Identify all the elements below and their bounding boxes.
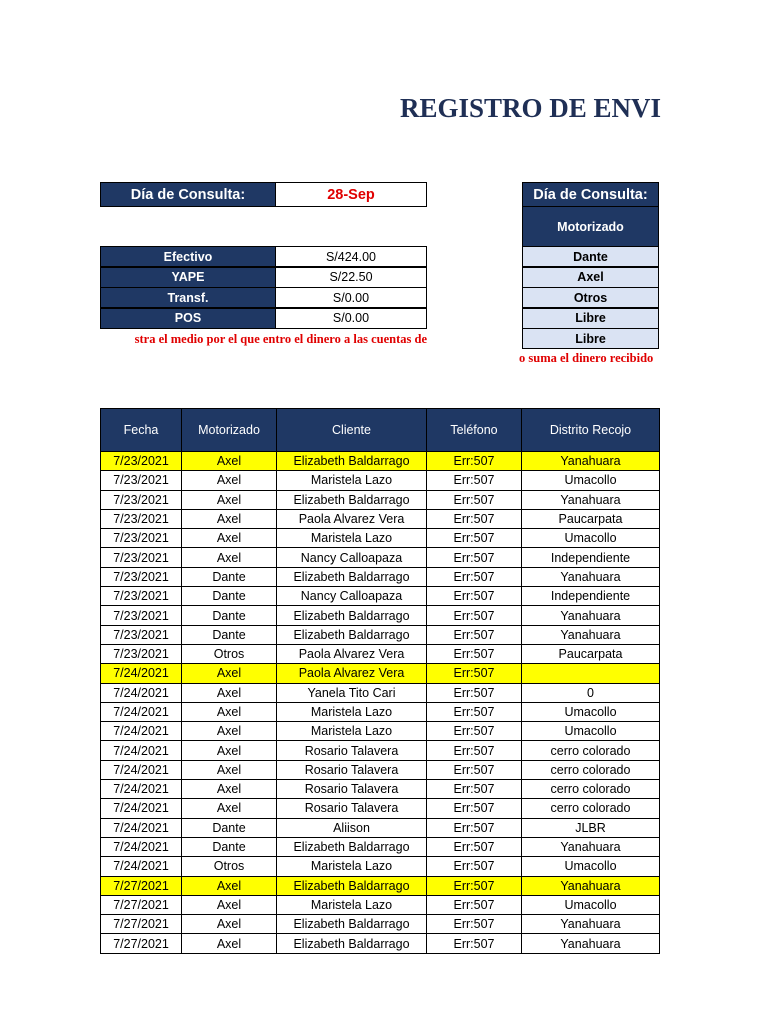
table-row[interactable] <box>101 837 660 856</box>
motorizado-item: Libre <box>522 328 659 349</box>
table-cell[interactable]: Dante <box>182 606 277 625</box>
payment-label: Transf. <box>100 287 276 308</box>
table-cell[interactable]: Err:507 <box>427 509 522 528</box>
table-row[interactable] <box>101 567 660 586</box>
table-cell[interactable]: Axel <box>182 702 277 721</box>
table-cell[interactable]: Elizabeth Baldarrago <box>277 606 427 625</box>
table-cell[interactable]: Err:507 <box>427 799 522 818</box>
table-cell[interactable]: 7/24/2021 <box>101 760 182 779</box>
table-cell[interactable]: Err:507 <box>427 664 522 683</box>
table-row[interactable] <box>101 818 660 837</box>
table-cell[interactable]: Otros <box>182 857 277 876</box>
table-cell[interactable]: Maristela Lazo <box>277 529 427 548</box>
table-cell[interactable]: 7/24/2021 <box>101 780 182 799</box>
consulta-value-left[interactable]: 28-Sep <box>275 182 427 207</box>
table-cell[interactable]: Umacollo <box>522 722 660 741</box>
table-row[interactable] <box>101 625 660 644</box>
table-cell[interactable]: cerro colorado <box>522 741 660 760</box>
payment-value[interactable]: S/22.50 <box>275 267 427 288</box>
table-row[interactable] <box>101 664 660 683</box>
table-cell[interactable]: Elizabeth Baldarrago <box>277 837 427 856</box>
table-cell[interactable]: Paucarpata <box>522 644 660 663</box>
table-cell[interactable]: Err:507 <box>427 471 522 490</box>
table-cell[interactable]: Elizabeth Baldarrago <box>277 915 427 934</box>
table-cell[interactable]: Umacollo <box>522 702 660 721</box>
table-row[interactable] <box>101 490 660 509</box>
table-cell[interactable]: Elizabeth Baldarrago <box>277 490 427 509</box>
table-cell[interactable]: cerro colorado <box>522 780 660 799</box>
table-cell[interactable]: Elizabeth Baldarrago <box>277 876 427 895</box>
table-row[interactable] <box>101 857 660 876</box>
note-right: o suma el dinero recibido <box>519 351 654 365</box>
table-cell[interactable]: Paola Alvarez Vera <box>277 509 427 528</box>
column-header[interactable]: Motorizado <box>182 409 277 452</box>
table-cell[interactable]: Axel <box>182 895 277 914</box>
table-row[interactable] <box>101 529 660 548</box>
table-cell[interactable]: 7/23/2021 <box>101 567 182 586</box>
table-cell[interactable]: Err:507 <box>427 876 522 895</box>
table-cell[interactable]: Axel <box>182 683 277 702</box>
table-cell[interactable]: 7/23/2021 <box>101 548 182 567</box>
table-cell[interactable]: Axel <box>182 934 277 953</box>
table-cell[interactable]: Err:507 <box>427 606 522 625</box>
table-cell[interactable]: Axel <box>182 509 277 528</box>
table-row[interactable] <box>101 702 660 721</box>
column-header[interactable]: Teléfono <box>427 409 522 452</box>
table-cell[interactable]: Yanahuara <box>522 606 660 625</box>
table-row[interactable] <box>101 683 660 702</box>
table-cell[interactable]: Elizabeth Baldarrago <box>277 567 427 586</box>
table-cell[interactable]: Umacollo <box>522 895 660 914</box>
table-cell[interactable]: Aliison <box>277 818 427 837</box>
table-cell[interactable]: Err:507 <box>427 895 522 914</box>
table-cell[interactable]: Axel <box>182 876 277 895</box>
table-cell[interactable]: 7/23/2021 <box>101 490 182 509</box>
payment-label: Efectivo <box>100 246 276 267</box>
table-cell[interactable]: Dante <box>182 567 277 586</box>
table-cell[interactable]: Err:507 <box>427 722 522 741</box>
table-row[interactable] <box>101 606 660 625</box>
table-cell[interactable]: Elizabeth Baldarrago <box>277 452 427 471</box>
table-cell[interactable]: 7/23/2021 <box>101 625 182 644</box>
table-cell[interactable]: Err:507 <box>427 683 522 702</box>
table-row[interactable] <box>101 780 660 799</box>
table-row[interactable] <box>101 799 660 818</box>
table-cell[interactable]: Yanahuara <box>522 876 660 895</box>
table-cell[interactable]: Axel <box>182 722 277 741</box>
table-row[interactable] <box>101 587 660 606</box>
table-cell[interactable]: Maristela Lazo <box>277 895 427 914</box>
table-cell[interactable]: Err:507 <box>427 529 522 548</box>
table-cell[interactable]: Independiente <box>522 587 660 606</box>
table-row[interactable] <box>101 509 660 528</box>
table-cell[interactable]: Axel <box>182 664 277 683</box>
table-cell[interactable]: Maristela Lazo <box>277 722 427 741</box>
table-cell[interactable]: Maristela Lazo <box>277 857 427 876</box>
table-cell[interactable]: Yanahuara <box>522 625 660 644</box>
payment-value[interactable]: S/424.00 <box>275 246 427 267</box>
table-cell[interactable]: Axel <box>182 915 277 934</box>
consulta-label-left: Día de Consulta: <box>100 182 276 207</box>
table-cell[interactable]: Umacollo <box>522 529 660 548</box>
payment-label: POS <box>100 308 276 329</box>
table-cell[interactable]: Err:507 <box>427 837 522 856</box>
payment-value[interactable]: S/0.00 <box>275 308 427 329</box>
table-cell[interactable]: Dante <box>182 625 277 644</box>
table-row[interactable] <box>101 741 660 760</box>
table-cell[interactable]: Yanahuara <box>522 837 660 856</box>
table-cell[interactable]: 7/24/2021 <box>101 741 182 760</box>
table-cell[interactable]: 7/23/2021 <box>101 471 182 490</box>
table-cell[interactable]: Err:507 <box>427 741 522 760</box>
table-row[interactable] <box>101 760 660 779</box>
table-cell[interactable]: Independiente <box>522 548 660 567</box>
column-header[interactable]: Fecha <box>101 409 182 452</box>
table-cell[interactable]: Elizabeth Baldarrago <box>277 934 427 953</box>
motorizado-header: Motorizado <box>522 206 659 247</box>
table-cell[interactable]: Axel <box>182 471 277 490</box>
table-cell[interactable]: Dante <box>182 587 277 606</box>
payment-value[interactable]: S/0.00 <box>275 287 427 308</box>
table-cell[interactable]: Err:507 <box>427 548 522 567</box>
table-cell[interactable]: Err:507 <box>427 587 522 606</box>
note-left: stra el medio por el que entro el dinero a las cuentas de <box>134 332 427 346</box>
table-cell[interactable]: 0 <box>522 683 660 702</box>
table-cell[interactable]: cerro colorado <box>522 799 660 818</box>
table-cell[interactable]: Paucarpata <box>522 509 660 528</box>
table-cell[interactable]: Rosario Talavera <box>277 760 427 779</box>
table-row[interactable] <box>101 915 660 934</box>
table-cell[interactable]: 7/24/2021 <box>101 702 182 721</box>
table-cell[interactable]: Axel <box>182 780 277 799</box>
table-cell[interactable]: Rosario Talavera <box>277 799 427 818</box>
table-cell[interactable]: Axel <box>182 529 277 548</box>
table-cell[interactable]: 7/24/2021 <box>101 683 182 702</box>
table-cell[interactable]: Err:507 <box>427 625 522 644</box>
table-cell[interactable]: Nancy Calloapaza <box>277 548 427 567</box>
table-cell[interactable]: Yanahuara <box>522 490 660 509</box>
table-cell[interactable]: Axel <box>182 799 277 818</box>
table-cell[interactable]: 7/27/2021 <box>101 915 182 934</box>
table-cell[interactable]: Yanahuara <box>522 567 660 586</box>
table-cell[interactable]: 7/27/2021 <box>101 876 182 895</box>
table-cell[interactable]: 7/24/2021 <box>101 857 182 876</box>
table-row[interactable] <box>101 471 660 490</box>
page-title: REGISTRO DE ENVI <box>400 93 662 123</box>
table-cell[interactable]: 7/24/2021 <box>101 837 182 856</box>
table-cell[interactable]: Axel <box>182 760 277 779</box>
motorizado-item: Dante <box>522 246 659 267</box>
table-cell[interactable]: Err:507 <box>427 702 522 721</box>
table-cell[interactable]: Umacollo <box>522 857 660 876</box>
table-cell[interactable]: Err:507 <box>427 818 522 837</box>
table-row[interactable] <box>101 934 660 953</box>
table-cell[interactable]: Err:507 <box>427 452 522 471</box>
table-cell[interactable]: Axel <box>182 548 277 567</box>
table-cell[interactable]: Rosario Talavera <box>277 780 427 799</box>
table-row[interactable] <box>101 452 660 471</box>
table-cell[interactable]: Yanahuara <box>522 934 660 953</box>
table-cell[interactable]: Paola Alvarez Vera <box>277 664 427 683</box>
table-cell[interactable]: Yanahuara <box>522 452 660 471</box>
table-cell[interactable] <box>522 664 660 683</box>
table-cell[interactable]: 7/23/2021 <box>101 509 182 528</box>
payment-label: YAPE <box>100 267 276 288</box>
column-header[interactable]: Distrito Recojo <box>522 409 660 452</box>
table-cell[interactable]: 7/24/2021 <box>101 818 182 837</box>
column-header[interactable]: Cliente <box>277 409 427 452</box>
table-cell[interactable]: Umacollo <box>522 471 660 490</box>
table-cell[interactable]: Paola Alvarez Vera <box>277 644 427 663</box>
table-cell[interactable]: Yanahuara <box>522 915 660 934</box>
table-cell[interactable]: 7/23/2021 <box>101 587 182 606</box>
table-cell[interactable]: 7/27/2021 <box>101 934 182 953</box>
table-cell[interactable]: Elizabeth Baldarrago <box>277 625 427 644</box>
table-cell[interactable]: Err:507 <box>427 490 522 509</box>
table-row[interactable] <box>101 876 660 895</box>
table-cell[interactable]: 7/24/2021 <box>101 664 182 683</box>
table-row[interactable] <box>101 548 660 567</box>
table-cell[interactable]: Otros <box>182 644 277 663</box>
table-cell[interactable]: Axel <box>182 490 277 509</box>
registro-table <box>100 408 660 954</box>
table-cell[interactable]: 7/24/2021 <box>101 799 182 818</box>
table-cell[interactable]: cerro colorado <box>522 760 660 779</box>
table-cell[interactable]: JLBR <box>522 818 660 837</box>
table-cell[interactable]: Maristela Lazo <box>277 702 427 721</box>
table-cell[interactable]: Axel <box>182 452 277 471</box>
table-cell[interactable]: Axel <box>182 741 277 760</box>
table-cell[interactable]: 7/23/2021 <box>101 529 182 548</box>
table-cell[interactable]: Maristela Lazo <box>277 471 427 490</box>
table-cell[interactable]: Err:507 <box>427 934 522 953</box>
table-cell[interactable]: Err:507 <box>427 567 522 586</box>
table-cell[interactable]: Yanela Tito Cari <box>277 683 427 702</box>
table-cell[interactable]: Err:507 <box>427 857 522 876</box>
table-cell[interactable]: Err:507 <box>427 915 522 934</box>
table-cell[interactable]: Dante <box>182 837 277 856</box>
consulta-label-right: Día de Consulta: <box>522 182 659 207</box>
table-cell[interactable]: Err:507 <box>427 760 522 779</box>
table-cell[interactable]: 7/23/2021 <box>101 452 182 471</box>
motorizado-item: Otros <box>522 287 659 308</box>
table-header-row <box>101 409 660 452</box>
motorizado-item: Axel <box>522 267 659 288</box>
table-cell[interactable]: 7/23/2021 <box>101 644 182 663</box>
table-cell[interactable]: Dante <box>182 818 277 837</box>
table-cell[interactable]: Err:507 <box>427 780 522 799</box>
table-cell[interactable]: Nancy Calloapaza <box>277 587 427 606</box>
table-row[interactable] <box>101 644 660 663</box>
table-cell[interactable]: 7/24/2021 <box>101 722 182 741</box>
table-cell[interactable]: Err:507 <box>427 644 522 663</box>
table-row[interactable] <box>101 722 660 741</box>
table-row[interactable] <box>101 895 660 914</box>
table-cell[interactable]: 7/23/2021 <box>101 606 182 625</box>
table-cell[interactable]: Rosario Talavera <box>277 741 427 760</box>
table-cell[interactable]: 7/27/2021 <box>101 895 182 914</box>
motorizado-item: Libre <box>522 308 659 329</box>
